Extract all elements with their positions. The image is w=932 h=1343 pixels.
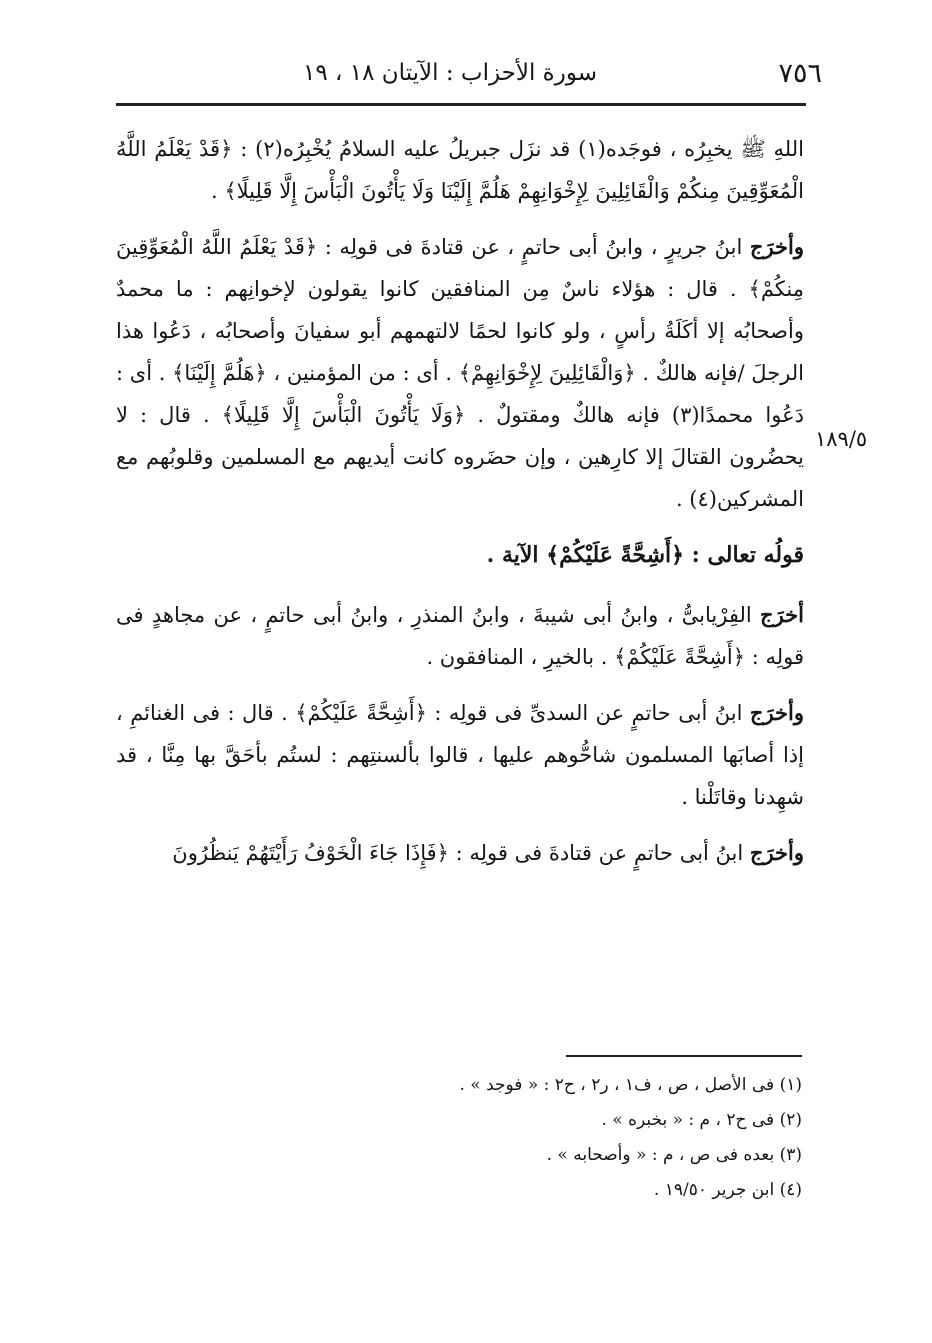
footnotes (352, 1068, 802, 1208)
paragraph-lead: أخرَج (760, 602, 804, 627)
paragraph-text: الفِرْيابىُّ ، وابنُ أبى شيبةَ ، وابنُ المنذرِ ، وابنُ أبى حاتمٍ ، عن مجاهدٍ فى قولِه : ﴿أَشِحَّةً عَلَيْكُمْ﴾ . بالخيرِ ، المنافقون . (116, 603, 804, 669)
heading-text: : ﴿أَشِحَّةً عَلَيْكُمْ﴾ الآية . (486, 542, 708, 568)
paragraph-5 (116, 832, 804, 874)
paragraph-text: ابنُ أبى حاتمٍ عن قتادةَ فى قولِه : ﴿فَإِذَا جَاءَ الْخَوْفُ رَأَيْتَهُمْ يَنظُرُونَ (172, 841, 750, 865)
paragraph-text: ابنُ جريرٍ ، وابنُ أبى حاتمٍ ، عن قتادةَ فى قولِه : ﴿قَدْ يَعْلَمُ اللَّهُ الْمُعَوِّقِينَ مِنكُمْ﴾ . قال : هؤلاء ناسٌ مِن المنافقين كانوا يقولون لإخوانِهم : ما محمدٌ وأصحابُه إلا أكَلَةُ رأسٍ ، ولو كانوا لحمًا لالتهمهم أبو سفيانَ وأصحابُه ، دَعُوا هذا الرجلَ /فإنه هالكٌ . ﴿وَالْقَائِلِينَ لِإِخْوَانِهِمْ﴾ . أى : من المؤمنين ، ﴿هَلُمَّ إِلَيْنَا﴾ . أى : دَعُوا محمدًا(٣) فإنه هالكٌ ومقتولٌ . ﴿وَلَا يَأْتُونَ الْبَأْسَ إِلَّا قَلِيلًا﴾ . قال : لا يحضُرون القتالَ إلا كارِهين ، وإن حضَروه كانت أيديهم مع المسلمين وقلوبُهم مع المشركين(٤) . (116, 235, 804, 511)
paragraph-lead: وأخرَج (749, 234, 804, 259)
paragraph-text: اللهِ ﷺ يخبِرُه ، فوجَده(١) قد نزَل جبريلُ عليه السلامُ يُخْبِرُه(٢) : ﴿قَدْ يَعْلَمُ اللَّهُ الْمُعَوِّقِينَ مِنكُمْ وَالْقَائِلِينَ لِإِخْوَانِهِمْ هَلُمَّ إِلَيْنَا وَلَا يَأْتُونَ الْبَأْسَ إِلَّا قَلِيلًا﴾ . (116, 137, 804, 203)
footnote-2: (٢) فى ح٢ ، م : « بخبره » . (601, 1110, 802, 1130)
page-number: ٧٥٦ (778, 58, 822, 89)
paragraph-2 (116, 226, 804, 520)
footnote-4: (٤) ابن جرير ١٩/٥٠ . (653, 1180, 802, 1200)
footnote-3: (٣) بعده فى ص ، م : « وأصحابه » . (546, 1145, 802, 1165)
section-heading (116, 534, 804, 576)
body-text (116, 128, 804, 888)
paragraph-lead: وأخرَج (749, 840, 804, 865)
heading-lead: قولُه تعالى (707, 542, 804, 568)
paragraph-4 (116, 692, 804, 818)
paragraph-lead: وأخرَج (749, 700, 804, 725)
footnote-1: (١) فى الأصل ، ص ، ف١ ، ر٢ ، ح٢ : « فوجد » . (459, 1075, 802, 1095)
footnote-rule (566, 1055, 802, 1057)
paragraph-1 (116, 128, 804, 212)
header-rule (116, 103, 806, 106)
margin-note: ١٨٩/٥ (815, 427, 868, 451)
running-head: سورة الأحزاب : الآيتان ١٨ ، ١٩ (303, 60, 597, 86)
paragraph-text: ابنُ أبى حاتمٍ عن السدىِّ فى قولِه : ﴿أَشِحَّةً عَلَيْكُمْ﴾ . قال : فى الغنائمِ ، إذا أصابَها المسلمون شاحُّوهم عليها ، قالوا بألسنتِهم : لستُم بأحَقَّ بها مِنَّا ، قد شهِدنا وقاتَلْنا . (116, 701, 804, 809)
paragraph-3 (116, 594, 804, 678)
